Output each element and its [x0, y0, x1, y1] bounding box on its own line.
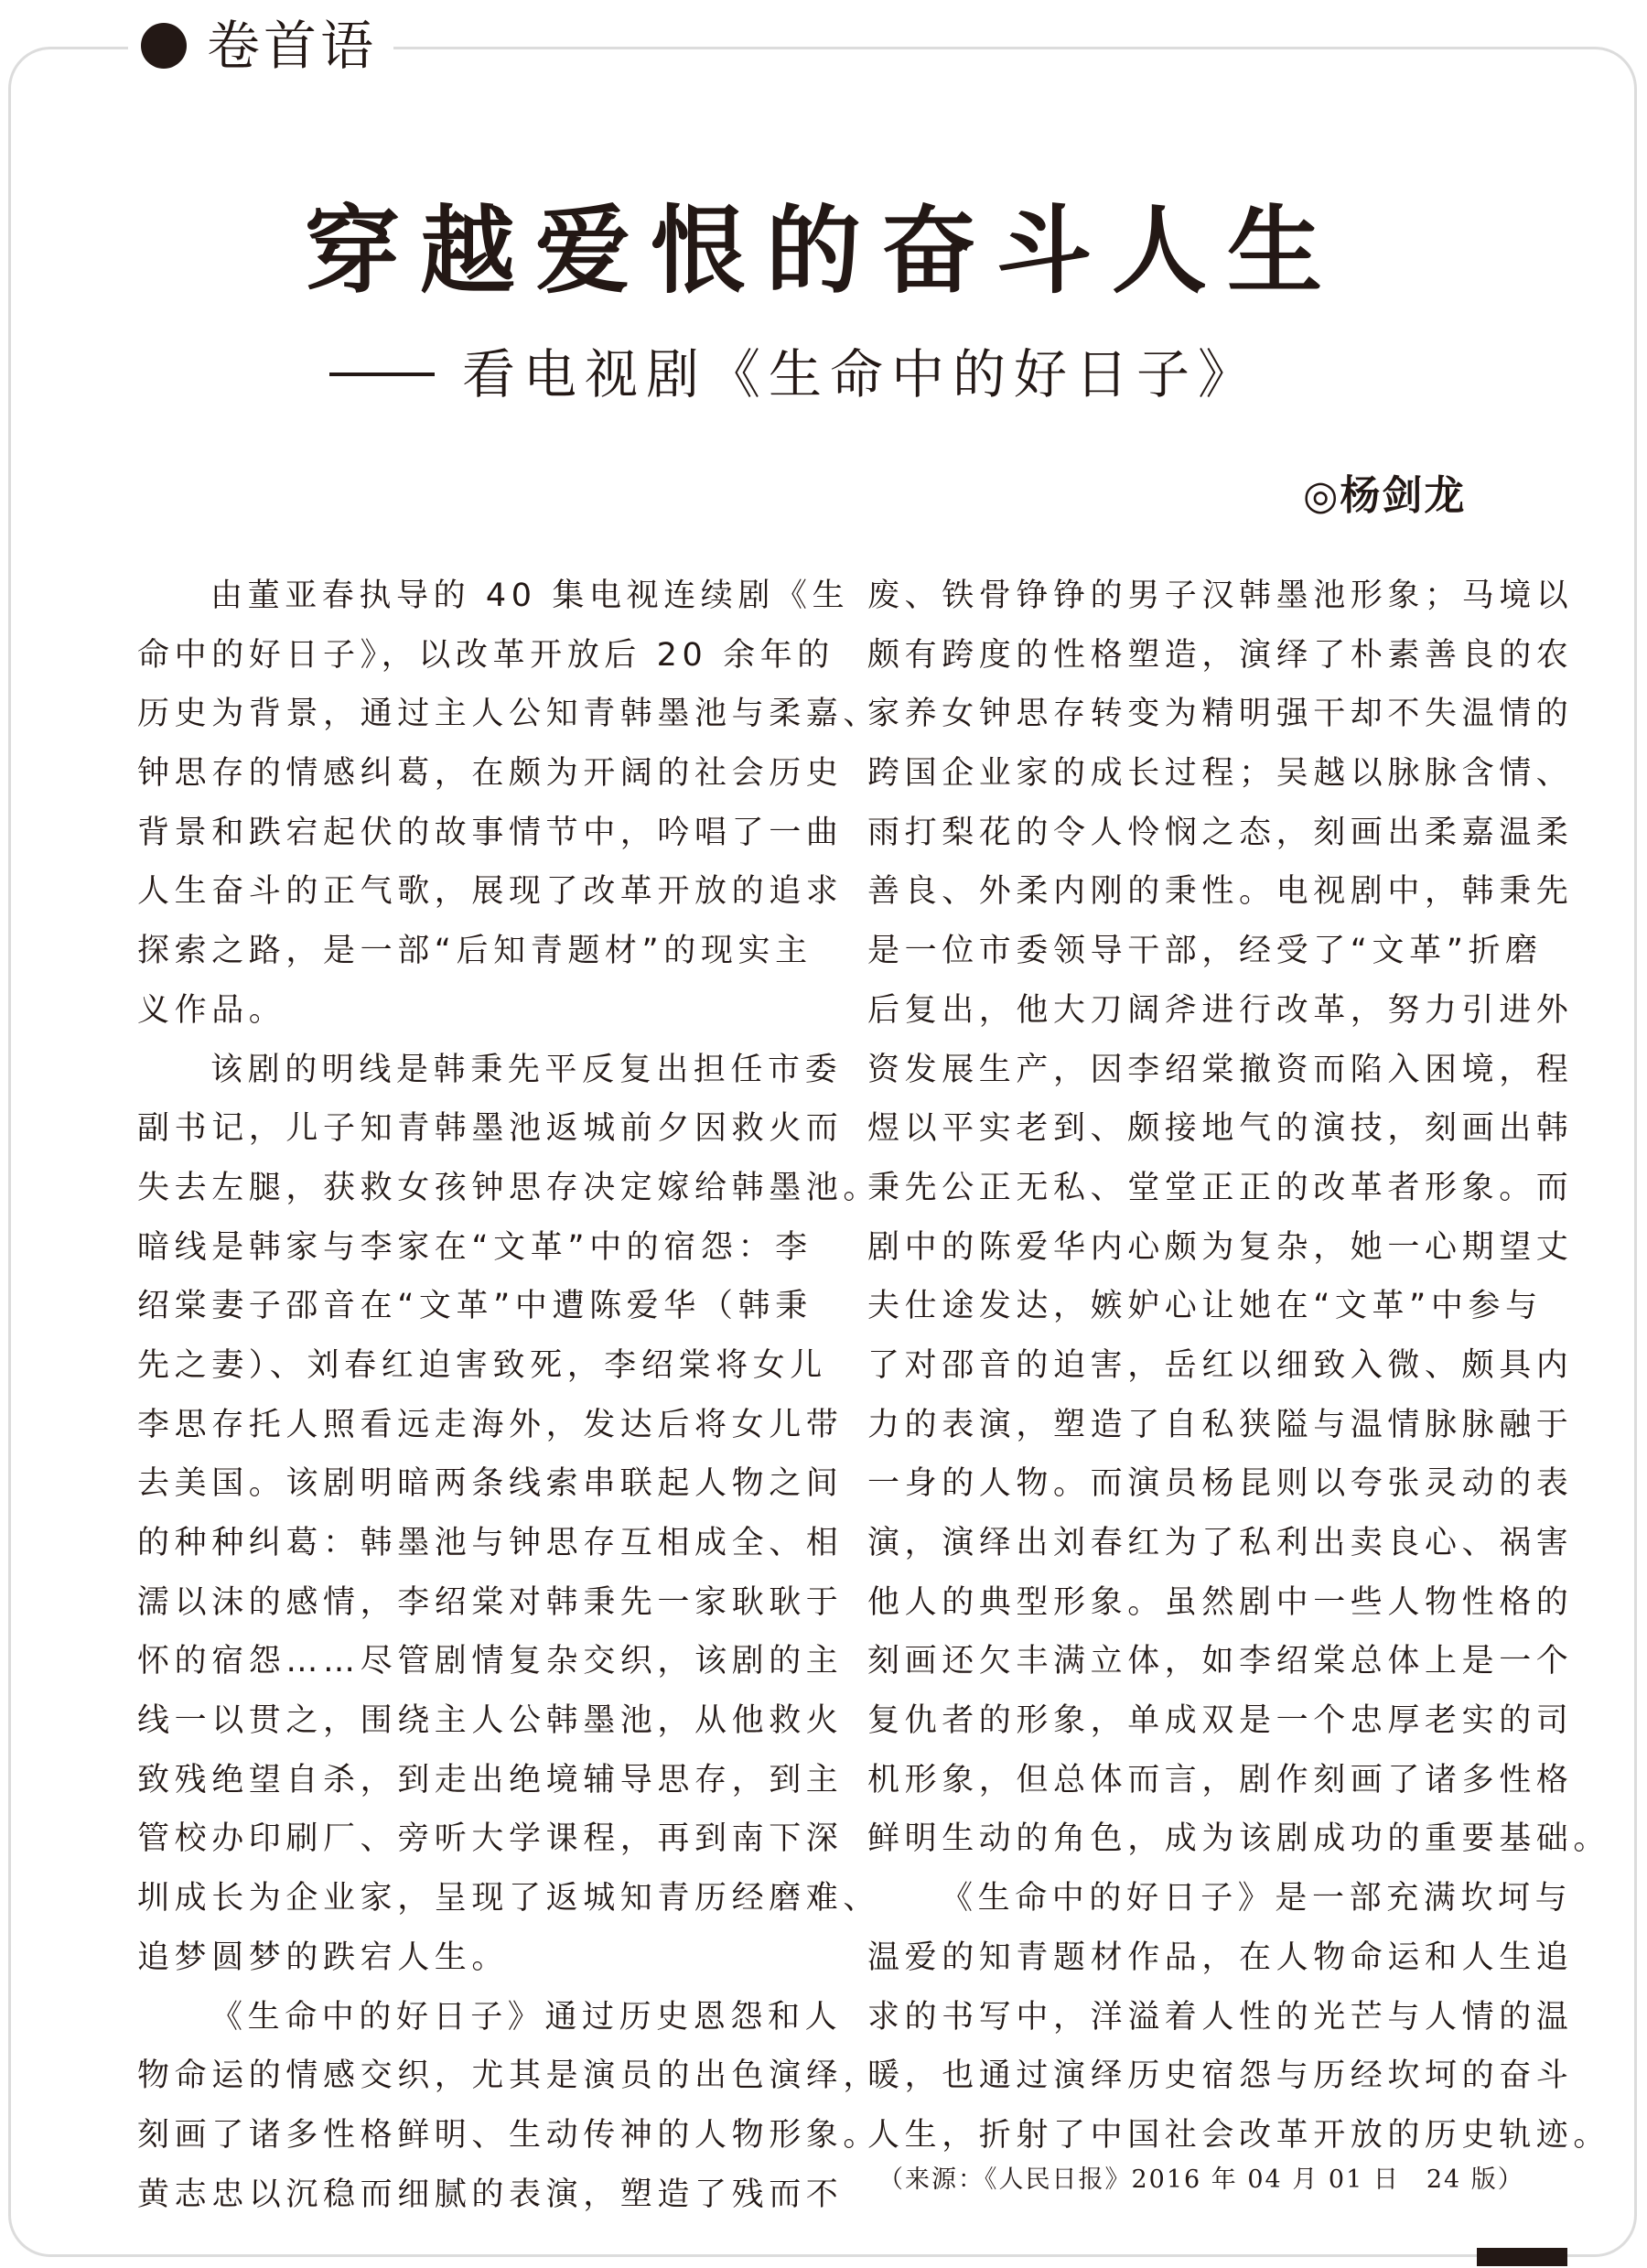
body-text-line: 先之妻）、刘春红迫害致死，李绍棠将女儿 — [137, 1346, 827, 1384]
body-text-line: 去美国。该剧明暗两条线索串联起人物之间 — [137, 1465, 844, 1503]
body-text-line: 他人的典型形象。虽然剧中一些人物性格的 — [867, 1583, 1574, 1621]
body-text-line: 圳成长为企业家，呈现了返城知青历经磨难、 — [137, 1880, 881, 1917]
page-marker-bar — [1477, 2248, 1567, 2266]
body-text-line: 失去左腿，获救女孩钟思存决定嫁给韩墨池。 — [137, 1169, 881, 1206]
body-text-line: 人生奋斗的正气歌，展现了改革开放的追求 — [137, 873, 844, 911]
body-text-line: 《生命中的好日子》是一部充满坎坷与 — [941, 1880, 1573, 1917]
body-text-line: 机形象，但总体而言，剧作刻画了诸多性格 — [867, 1761, 1574, 1798]
body-text-line: 刻画了诸多性格鲜明、生动传神的人物形象。 — [137, 2116, 881, 2154]
section-header — [128, 9, 393, 82]
body-text-line: 煜以平实老到、颇接地气的演技，刻画出韩 — [867, 1110, 1574, 1148]
body-text-line: 义作品。 — [137, 991, 286, 1029]
body-text-line: 资发展生产，因李绍棠撤资而陷入困境，程 — [867, 1051, 1574, 1088]
article-subtitle — [329, 343, 1260, 405]
body-text-line: 背景和跌宕起伏的故事情节中，吟唱了一曲 — [137, 814, 844, 851]
source-citation: （来源：《人民日报》2016 年 04 月 01 日 24 版） — [878, 2165, 1524, 2194]
em-dash-rule — [329, 373, 435, 376]
left-column — [137, 578, 881, 2235]
body-text-line: 颇有跨度的性格塑造，演绎了朴素善良的农 — [867, 636, 1574, 674]
author-name: 杨剑龙 — [1340, 472, 1467, 519]
body-text-line: 后复出，他大刀阔斧进行改革，努力引进外 — [867, 991, 1574, 1029]
body-text-line: 历史为背景，通过主人公知青韩墨池与柔嘉、 — [137, 696, 881, 733]
body-text-line: 该剧的明线是韩秉先平反复出担任市委 — [210, 1051, 843, 1088]
section-label: 卷首语 — [207, 15, 378, 77]
body-text-line: 的种种纠葛：韩墨池与钟思存互相成全、相 — [137, 1525, 844, 1561]
body-text-line: 了对邵音的迫害，岳红以细致入微、颇具内 — [867, 1346, 1574, 1384]
right-column — [867, 578, 1611, 2176]
body-text-line: 跨国企业家的成长过程；吴越以脉脉含情、 — [867, 755, 1574, 793]
body-text-line: 求的书写中，洋溢着人性的光芒与人情的温 — [867, 1998, 1574, 2036]
author-mark-icon: ◎ — [1303, 472, 1340, 519]
body-text-line: 夫仕途发达，嫉妒心让她在“文革”中参与 — [867, 1288, 1543, 1325]
body-text-line: 副书记，儿子知青韩墨池返城前夕因救火而 — [137, 1110, 844, 1148]
body-text-line: 一身的人物。而演员杨昆则以夸张灵动的表 — [867, 1465, 1574, 1503]
body-text-line: 鲜明生动的角色，成为该剧成功的重要基础。 — [867, 1820, 1611, 1858]
body-text-line: 绍棠妻子邵音在“文革”中遭陈爱华（韩秉 — [137, 1288, 813, 1325]
body-text-line: 温爱的知青题材作品，在人物命运和人生追 — [867, 1939, 1574, 1976]
body-text-line: 力的表演，塑造了自私狭隘与温情脉脉融于 — [867, 1406, 1574, 1443]
body-text-line: 怀的宿怨……尽管剧情复杂交织，该剧的主 — [137, 1643, 844, 1680]
body-text-line: 管校办印刷厂、旁听大学课程，再到南下深 — [137, 1820, 844, 1858]
body-text-line: 废、铁骨铮铮的男子汉韩墨池形象；马境以 — [867, 578, 1574, 614]
body-text-line: 线一以贯之，围绕主人公韩墨池，从他救火 — [137, 1702, 844, 1740]
body-text-line: 《生命中的好日子》通过历史恩怨和人 — [210, 1998, 843, 2036]
body-text-line: 善良、外柔内刚的秉性。电视剧中，韩秉先 — [867, 873, 1574, 911]
body-text-line: 追梦圆梦的跌宕人生。 — [137, 1939, 510, 1976]
body-text-line: 是一位市委领导干部，经受了“文革”折磨 — [867, 933, 1543, 970]
body-text-line: 人生，折射了中国社会改革开放的历史轨迹。 — [867, 2116, 1611, 2154]
article-title: 穿越爱恨的奋斗人生 — [304, 195, 1342, 307]
body-text-line: 由董亚春执导的 40 集电视连续剧《生 — [210, 578, 850, 614]
body-text-line: 刻画还欠丰满立体，如李绍棠总体上是一个 — [867, 1643, 1574, 1680]
body-text-line: 钟思存的情感纠葛，在颇为开阔的社会历史 — [137, 755, 844, 793]
author-byline — [1303, 472, 1467, 519]
body-text-line: 复仇者的形象，单成双是一个忠厚老实的司 — [867, 1702, 1574, 1740]
body-text-line: 命中的好日子》，以改革开放后 20 余年的 — [137, 636, 834, 674]
body-text-line: 雨打梨花的令人怜悯之态，刻画出柔嘉温柔 — [867, 814, 1574, 851]
bullet-dot-icon — [141, 23, 187, 69]
body-text-line: 探索之路，是一部“后知青题材”的现实主 — [137, 933, 813, 970]
body-text-line: 李思存托人照看远走海外，发达后将女儿带 — [137, 1406, 844, 1443]
body-text-line: 秉先公正无私、堂堂正正的改革者形象。而 — [867, 1169, 1574, 1206]
body-text-line: 暖，也通过演绎历史宿怨与历经坎坷的奋斗 — [867, 2057, 1574, 2095]
body-text-line: 黄志忠以沉稳而细腻的表演，塑造了残而不 — [137, 2176, 844, 2213]
body-text-line: 演，演绎出刘春红为了私利出卖良心、祸害 — [867, 1525, 1574, 1561]
body-text-line: 家养女钟思存转变为精明强干却不失温情的 — [867, 696, 1574, 733]
subtitle-text: 看电视剧《生命中的好日子》 — [462, 343, 1260, 405]
body-text-line: 剧中的陈爱华内心颇为复杂，她一心期望丈 — [867, 1228, 1574, 1266]
body-text-line: 物命运的情感交织，尤其是演员的出色演绎， — [137, 2057, 881, 2095]
body-text-line: 致残绝望自杀，到走出绝境辅导思存，到主 — [137, 1761, 844, 1798]
body-text-line: 暗线是韩家与李家在“文革”中的宿怨：李 — [137, 1228, 813, 1266]
body-text-line: 濡以沫的感情，李绍棠对韩秉先一家耿耿于 — [137, 1583, 844, 1621]
